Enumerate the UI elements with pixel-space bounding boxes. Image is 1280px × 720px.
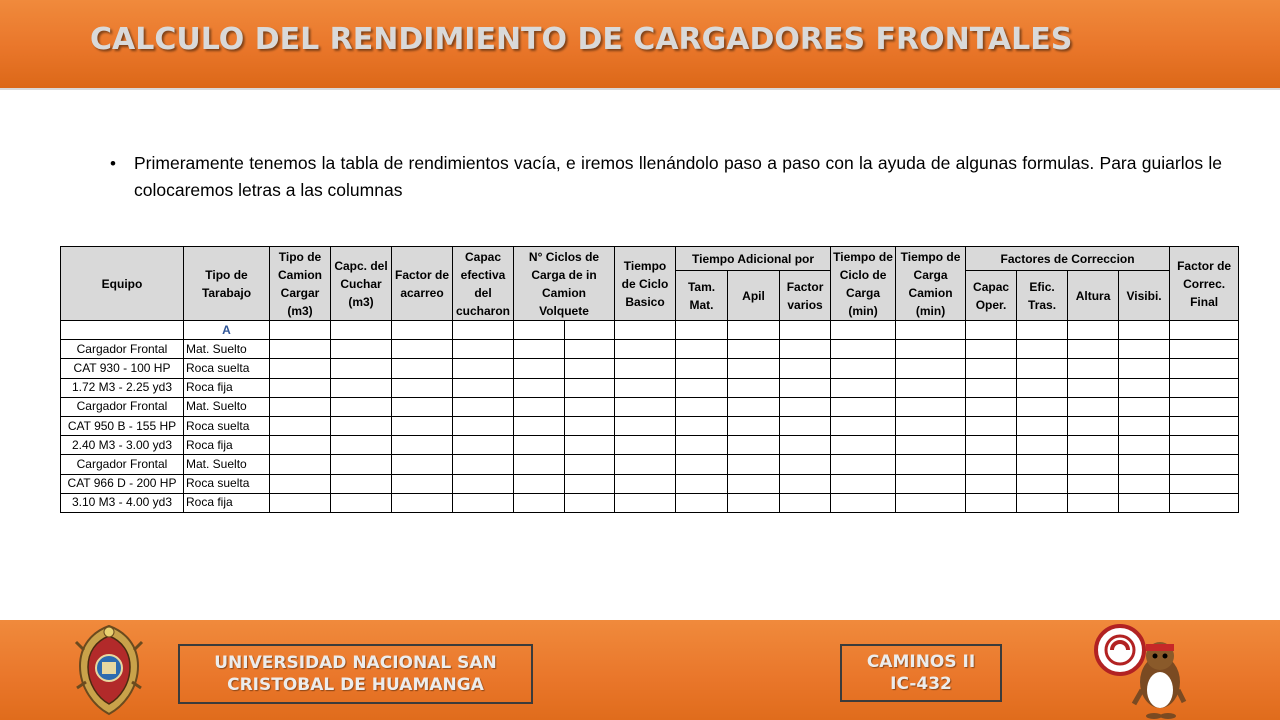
header-factor-acarreo: Factor de acarreo bbox=[392, 247, 453, 321]
footer-bar bbox=[0, 620, 1280, 720]
empty-cell bbox=[896, 359, 966, 378]
empty-cell bbox=[1119, 455, 1170, 474]
table-row bbox=[61, 493, 1239, 512]
table-row bbox=[61, 340, 1239, 359]
empty-cell bbox=[1068, 359, 1119, 378]
empty-cell bbox=[514, 378, 565, 397]
empty-cell bbox=[331, 474, 392, 493]
bullet-paragraph bbox=[110, 150, 1222, 204]
empty-cell bbox=[514, 436, 565, 455]
empty-cell bbox=[331, 493, 392, 512]
empty-cell bbox=[728, 416, 780, 435]
empty-cell bbox=[1119, 397, 1170, 416]
empty-cell bbox=[1017, 455, 1068, 474]
empty-cell bbox=[615, 416, 676, 435]
empty-cell bbox=[615, 493, 676, 512]
university-line-2: CRISTOBAL DE HUAMANGA bbox=[227, 675, 484, 695]
empty-cell bbox=[966, 436, 1017, 455]
empty-cell bbox=[331, 416, 392, 435]
empty-cell bbox=[392, 436, 453, 455]
table-row bbox=[61, 455, 1239, 474]
empty-cell bbox=[966, 340, 1017, 359]
empty-cell bbox=[392, 340, 453, 359]
empty-cell bbox=[270, 378, 331, 397]
work-type-cell: Roca fija bbox=[184, 378, 270, 397]
header-apil: Apil bbox=[728, 271, 780, 321]
empty-cell bbox=[270, 397, 331, 416]
empty-cell bbox=[615, 455, 676, 474]
empty-cell bbox=[392, 493, 453, 512]
empty-cell bbox=[392, 378, 453, 397]
header-altura: Altura bbox=[1068, 271, 1119, 321]
work-type-cell: Roca suelta bbox=[184, 474, 270, 493]
empty-cell bbox=[270, 416, 331, 435]
table-cell bbox=[831, 321, 896, 340]
empty-cell bbox=[565, 493, 615, 512]
mascot-logo-icon bbox=[1090, 620, 1190, 720]
empty-cell bbox=[270, 436, 331, 455]
empty-cell bbox=[453, 436, 514, 455]
table-cell bbox=[61, 321, 184, 340]
empty-cell bbox=[514, 493, 565, 512]
empty-cell bbox=[1068, 416, 1119, 435]
empty-cell bbox=[565, 378, 615, 397]
header-tam-mat: Tam. Mat. bbox=[676, 271, 728, 321]
table-cell bbox=[615, 321, 676, 340]
empty-cell bbox=[896, 455, 966, 474]
empty-cell bbox=[1119, 474, 1170, 493]
empty-cell bbox=[1170, 436, 1239, 455]
empty-cell bbox=[1068, 455, 1119, 474]
empty-cell bbox=[565, 474, 615, 493]
table-cell bbox=[565, 321, 615, 340]
empty-cell bbox=[270, 359, 331, 378]
empty-cell bbox=[565, 455, 615, 474]
header-tipo-camion: Tipo de Camion Cargar (m3) bbox=[270, 247, 331, 321]
slide-title: CALCULO DEL RENDIMIENTO DE CARGADORES FRONTALES bbox=[90, 22, 1073, 57]
work-type-cell: Mat. Suelto bbox=[184, 397, 270, 416]
empty-cell bbox=[1119, 359, 1170, 378]
empty-cell bbox=[780, 397, 831, 416]
empty-cell bbox=[392, 359, 453, 378]
bullet-text: Primeramente tenemos la tabla de rendimientos vacía, e iremos llenándolo paso a paso con la ayuda de algunas formulas. Para guiarlos le colocaremos letras a las columnas bbox=[134, 153, 1222, 200]
table-cell bbox=[453, 321, 514, 340]
equipment-cell: CAT 950 B - 155 HP bbox=[61, 416, 184, 435]
empty-cell bbox=[1170, 397, 1239, 416]
empty-cell bbox=[966, 493, 1017, 512]
empty-cell bbox=[615, 474, 676, 493]
empty-cell bbox=[615, 359, 676, 378]
table-cell bbox=[1170, 321, 1239, 340]
empty-cell bbox=[676, 340, 728, 359]
table-row bbox=[61, 436, 1239, 455]
empty-cell bbox=[1119, 436, 1170, 455]
header-tiempo-ciclo-basico: Tiempo de Ciclo Basico bbox=[615, 247, 676, 321]
empty-cell bbox=[1017, 416, 1068, 435]
empty-cell bbox=[453, 340, 514, 359]
empty-cell bbox=[1017, 436, 1068, 455]
empty-cell bbox=[1170, 359, 1239, 378]
empty-cell bbox=[1119, 493, 1170, 512]
empty-cell bbox=[831, 359, 896, 378]
header-visibi: Visibi. bbox=[1119, 271, 1170, 321]
header-tiempo-adicional: Tiempo Adicional por bbox=[676, 247, 831, 271]
empty-cell bbox=[1068, 474, 1119, 493]
equipment-cell: 3.10 M3 - 4.00 yd3 bbox=[61, 493, 184, 512]
table-body bbox=[61, 321, 1239, 513]
table-cell bbox=[331, 321, 392, 340]
empty-cell bbox=[392, 474, 453, 493]
empty-cell bbox=[615, 340, 676, 359]
empty-cell bbox=[565, 397, 615, 416]
empty-cell bbox=[565, 416, 615, 435]
empty-cell bbox=[1170, 474, 1239, 493]
empty-cell bbox=[728, 359, 780, 378]
empty-cell bbox=[1170, 378, 1239, 397]
empty-cell bbox=[728, 378, 780, 397]
empty-cell bbox=[728, 455, 780, 474]
table-row bbox=[61, 359, 1239, 378]
empty-cell bbox=[728, 436, 780, 455]
course-code: IC-432 bbox=[890, 674, 952, 694]
empty-cell bbox=[331, 436, 392, 455]
work-type-cell: Roca suelta bbox=[184, 359, 270, 378]
header-equipo: Equipo bbox=[61, 247, 184, 321]
empty-cell bbox=[676, 474, 728, 493]
equipment-cell: 1.72 M3 - 2.25 yd3 bbox=[61, 378, 184, 397]
work-type-cell: Mat. Suelto bbox=[184, 340, 270, 359]
header-tiempo-carga-camion: Tiempo de Carga Camion (min) bbox=[896, 247, 966, 321]
header-factores-correccion: Factores de Correccion bbox=[966, 247, 1170, 271]
empty-cell bbox=[780, 340, 831, 359]
empty-cell bbox=[1017, 474, 1068, 493]
empty-cell bbox=[1119, 416, 1170, 435]
empty-cell bbox=[966, 397, 1017, 416]
table-cell bbox=[1017, 321, 1068, 340]
empty-cell bbox=[1170, 455, 1239, 474]
empty-cell bbox=[831, 378, 896, 397]
empty-cell bbox=[831, 474, 896, 493]
empty-cell bbox=[270, 474, 331, 493]
work-type-cell: Roca fija bbox=[184, 493, 270, 512]
empty-cell bbox=[514, 416, 565, 435]
empty-cell bbox=[1068, 436, 1119, 455]
empty-cell bbox=[514, 397, 565, 416]
empty-cell bbox=[966, 474, 1017, 493]
university-line-1: UNIVERSIDAD NACIONAL SAN bbox=[214, 653, 497, 673]
empty-cell bbox=[270, 493, 331, 512]
work-type-cell: Roca fija bbox=[184, 436, 270, 455]
table-cell bbox=[780, 321, 831, 340]
empty-cell bbox=[565, 340, 615, 359]
empty-cell bbox=[831, 436, 896, 455]
empty-cell bbox=[831, 455, 896, 474]
empty-cell bbox=[1068, 397, 1119, 416]
equipment-cell: 2.40 M3 - 3.00 yd3 bbox=[61, 436, 184, 455]
table-row bbox=[61, 397, 1239, 416]
empty-cell bbox=[514, 340, 565, 359]
empty-cell bbox=[831, 340, 896, 359]
university-crest-icon bbox=[74, 622, 144, 718]
course-name: CAMINOS II bbox=[866, 652, 976, 672]
empty-cell bbox=[966, 359, 1017, 378]
header-bar bbox=[0, 0, 1280, 90]
empty-cell bbox=[780, 436, 831, 455]
header-capc-cuchar: Capc. del Cuchar (m3) bbox=[331, 247, 392, 321]
header-capac-efectiva: Capac efectiva del cucharon bbox=[453, 247, 514, 321]
empty-cell bbox=[780, 378, 831, 397]
equipment-cell: CAT 930 - 100 HP bbox=[61, 359, 184, 378]
empty-cell bbox=[565, 359, 615, 378]
empty-cell bbox=[780, 455, 831, 474]
empty-cell bbox=[565, 436, 615, 455]
university-name-box bbox=[178, 644, 533, 704]
empty-cell bbox=[676, 455, 728, 474]
empty-cell bbox=[676, 378, 728, 397]
header-tiempo-ciclo-carga: Tiempo de Ciclo de Carga (min) bbox=[831, 247, 896, 321]
header-factor-correc-final: Factor de Correc. Final bbox=[1170, 247, 1239, 321]
empty-cell bbox=[780, 416, 831, 435]
empty-cell bbox=[453, 493, 514, 512]
empty-cell bbox=[1017, 378, 1068, 397]
equipment-cell: CAT 966 D - 200 HP bbox=[61, 474, 184, 493]
equipment-cell: Cargador Frontal bbox=[61, 455, 184, 474]
table-cell bbox=[728, 321, 780, 340]
header-capac-oper: Capac Oper. bbox=[966, 271, 1017, 321]
empty-cell bbox=[676, 493, 728, 512]
empty-cell bbox=[896, 436, 966, 455]
empty-cell bbox=[1170, 493, 1239, 512]
table-row bbox=[61, 416, 1239, 435]
empty-cell bbox=[453, 378, 514, 397]
empty-cell bbox=[1068, 340, 1119, 359]
empty-cell bbox=[966, 416, 1017, 435]
performance-table bbox=[60, 246, 1239, 513]
bullet-dot-icon: • bbox=[110, 154, 116, 173]
empty-cell bbox=[1170, 340, 1239, 359]
empty-cell bbox=[780, 493, 831, 512]
empty-cell bbox=[676, 436, 728, 455]
empty-cell bbox=[728, 493, 780, 512]
empty-cell bbox=[1119, 340, 1170, 359]
empty-cell bbox=[331, 359, 392, 378]
table-cell bbox=[966, 321, 1017, 340]
empty-cell bbox=[270, 340, 331, 359]
empty-cell bbox=[676, 359, 728, 378]
empty-cell bbox=[896, 493, 966, 512]
empty-cell bbox=[270, 455, 331, 474]
empty-cell bbox=[831, 397, 896, 416]
empty-cell bbox=[453, 359, 514, 378]
work-type-cell: Roca suelta bbox=[184, 416, 270, 435]
header-factor-varios: Factor varios bbox=[780, 271, 831, 321]
table-cell bbox=[896, 321, 966, 340]
empty-cell bbox=[896, 378, 966, 397]
table-cell bbox=[270, 321, 331, 340]
empty-cell bbox=[1017, 397, 1068, 416]
table-cell bbox=[514, 321, 565, 340]
empty-cell bbox=[966, 378, 1017, 397]
empty-cell bbox=[453, 455, 514, 474]
empty-cell bbox=[728, 474, 780, 493]
empty-cell bbox=[514, 455, 565, 474]
header-tipo-trabajo: Tipo de Tarabajo bbox=[184, 247, 270, 321]
empty-cell bbox=[331, 455, 392, 474]
table-cell bbox=[392, 321, 453, 340]
empty-cell bbox=[453, 416, 514, 435]
empty-cell bbox=[453, 397, 514, 416]
empty-cell bbox=[966, 455, 1017, 474]
empty-cell bbox=[1068, 378, 1119, 397]
empty-cell bbox=[831, 493, 896, 512]
letter-row bbox=[61, 321, 1239, 340]
table-row bbox=[61, 474, 1239, 493]
empty-cell bbox=[1017, 359, 1068, 378]
empty-cell bbox=[780, 474, 831, 493]
empty-cell bbox=[1017, 340, 1068, 359]
empty-cell bbox=[896, 416, 966, 435]
empty-cell bbox=[676, 397, 728, 416]
empty-cell bbox=[615, 436, 676, 455]
table-cell bbox=[1119, 321, 1170, 340]
equipment-cell: Cargador Frontal bbox=[61, 397, 184, 416]
header-ciclos-carga: N° Ciclos de Carga de in Camion Volquete bbox=[514, 247, 615, 321]
empty-cell bbox=[1068, 493, 1119, 512]
empty-cell bbox=[1119, 378, 1170, 397]
empty-cell bbox=[331, 340, 392, 359]
empty-cell bbox=[1170, 416, 1239, 435]
table-cell bbox=[676, 321, 728, 340]
empty-cell bbox=[615, 378, 676, 397]
table-row bbox=[61, 378, 1239, 397]
empty-cell bbox=[728, 340, 780, 359]
empty-cell bbox=[780, 359, 831, 378]
empty-cell bbox=[676, 416, 728, 435]
empty-cell bbox=[728, 397, 780, 416]
equipment-cell: Cargador Frontal bbox=[61, 340, 184, 359]
empty-cell bbox=[392, 455, 453, 474]
empty-cell bbox=[392, 416, 453, 435]
empty-cell bbox=[896, 474, 966, 493]
column-letter: A bbox=[184, 321, 270, 340]
empty-cell bbox=[331, 397, 392, 416]
empty-cell bbox=[615, 397, 676, 416]
empty-cell bbox=[831, 416, 896, 435]
table-cell bbox=[1068, 321, 1119, 340]
empty-cell bbox=[514, 474, 565, 493]
header-efic-tras: Efic. Tras. bbox=[1017, 271, 1068, 321]
empty-cell bbox=[1017, 493, 1068, 512]
empty-cell bbox=[896, 397, 966, 416]
course-box bbox=[840, 644, 1002, 702]
empty-cell bbox=[896, 340, 966, 359]
work-type-cell: Mat. Suelto bbox=[184, 455, 270, 474]
empty-cell bbox=[514, 359, 565, 378]
empty-cell bbox=[331, 378, 392, 397]
empty-cell bbox=[453, 474, 514, 493]
empty-cell bbox=[392, 397, 453, 416]
